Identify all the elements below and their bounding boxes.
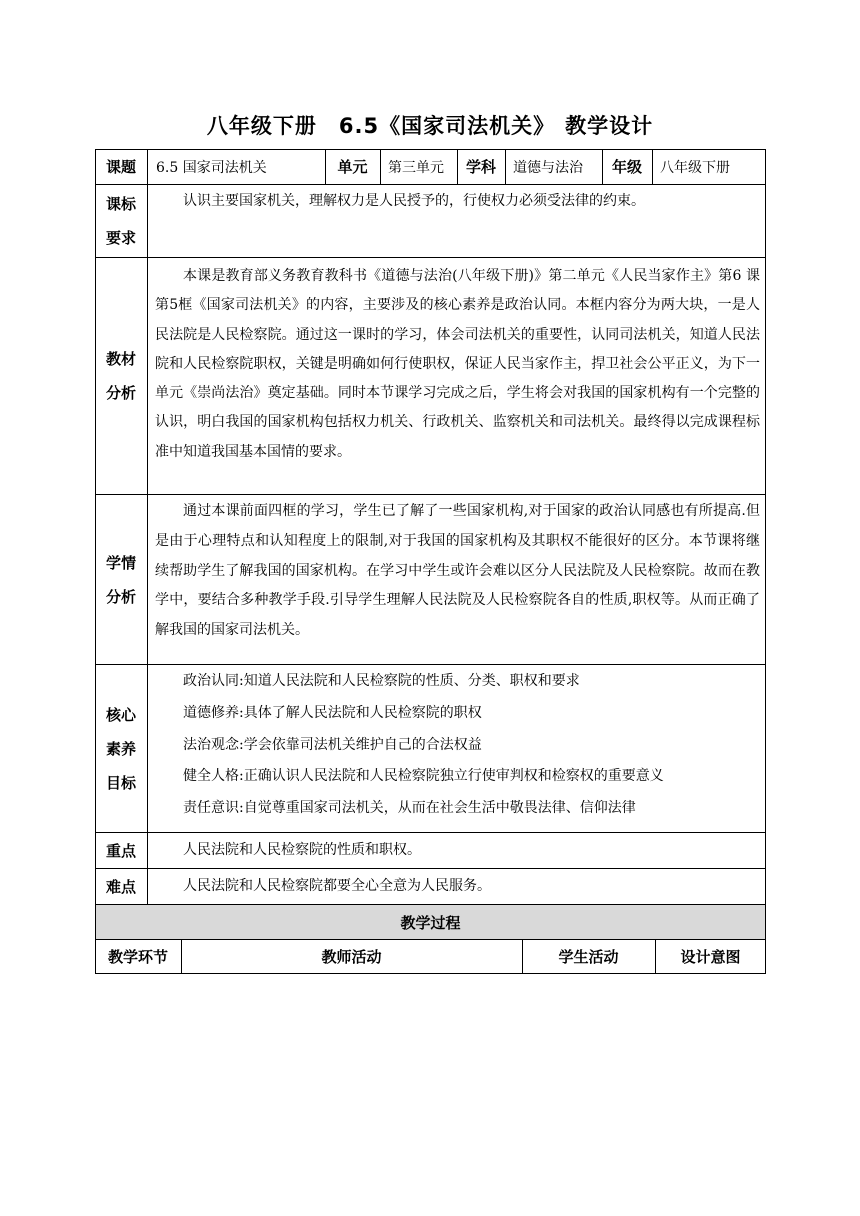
core-goal-item: 健全人格:正确认识人民法院和人民检察院独立行使审判权和检察权的重要意义	[183, 768, 664, 785]
unit-value: 第三单元	[388, 160, 444, 176]
curriculum-label: 课标 要求	[105, 195, 136, 247]
subject-label: 学科	[465, 158, 496, 176]
topic-label: 课题	[105, 158, 136, 176]
key-point-label: 重点	[105, 841, 136, 860]
column-header-teacher: 教师活动	[321, 948, 382, 966]
textbook-analysis-text: 本课是教育部义务教育教科书《道德与法治(八年级下册)》第二单元《人民当家作主》第6 课第5框《国家司法机关》的内容，主要涉及的核心素养是政治认同。本框内容分为两大块，一是人民法院是人民检察院。通过这一课时的学习，体会司法机关的重要性，认同司法机关，知道人民法院和人民检察院职权，关键是明确如何行使职权，保证人民当家作主，捍卫社会公平正义，为下一单元《崇尚法治》奠定基础。同时本节课学习完成之后，学生将会对我国的国家机构有一个完整的认识，明白我国的国家机构包括权力机关、行政机关、监察机关和司法机关。最终得以完成课程标准中知道我国基本国情的要求。	[155, 268, 760, 460]
column-header-student: 学生活动	[558, 948, 619, 966]
document-title	[0, 110, 860, 140]
core-goal-item: 道德修养:具体了解人民法院和人民检察院的职权	[183, 704, 482, 721]
title-lesson: 6.5《国家司法机关》	[338, 114, 556, 138]
core-goal-item: 政治认同:知道人民法院和人民检察院的性质、分类、职权和要求	[183, 673, 580, 689]
curriculum-text: 认识主要国家机关，理解权力是人民授予的，行使权力必须受法律的约束。	[183, 193, 645, 209]
topic-value: 6.5 国家司法机关	[156, 160, 267, 176]
grade-value: 八年级下册	[660, 160, 730, 176]
difficulty-text: 人民法院和人民检察院都要全心全意为人民服务。	[183, 878, 491, 894]
student-analysis-text: 通过本课前面四框的学习，学生已了解了一些国家机构,对于国家的政治认同感也有所提高.但是由于心理特点和认知程度上的限制,对于我国的国家机构及其职权不能很好的区分。本节课将继续帮助学生了解我国的国家机构。在学习中学生或许会难以区分人民法院及人民检察院。故而在教学中，要结合多种教学手段.引导学生理解人民法院及人民检察院各自的性质,职权等。从而正确了解我国的国家司法机关。	[155, 503, 760, 639]
core-goal-item: 法治观念:学会依靠司法机关维护自己的合法权益	[183, 736, 482, 753]
unit-label: 单元	[337, 158, 368, 176]
core-goals-label: 核心 素养 目标	[105, 705, 136, 792]
student-analysis-label: 学情 分析	[105, 553, 136, 606]
core-goals-list	[155, 666, 760, 825]
title-grade: 八年级下册	[206, 114, 317, 138]
core-goal-item: 责任意识:自觉尊重国家司法机关，从而在社会生活中敬畏法律、信仰法律	[183, 800, 636, 817]
key-point-text: 人民法院和人民检察院的性质和职权。	[183, 842, 421, 858]
title-suffix: 教学设计	[565, 114, 654, 138]
grade-label: 年级	[611, 158, 642, 176]
difficulty-label: 难点	[105, 877, 136, 896]
column-header-stage: 教学环节	[107, 948, 168, 966]
textbook-analysis-label: 教材 分析	[105, 350, 136, 402]
process-heading: 教学过程	[400, 913, 461, 932]
column-header-intent: 设计意图	[680, 948, 741, 966]
subject-value: 道德与法治	[513, 160, 583, 176]
